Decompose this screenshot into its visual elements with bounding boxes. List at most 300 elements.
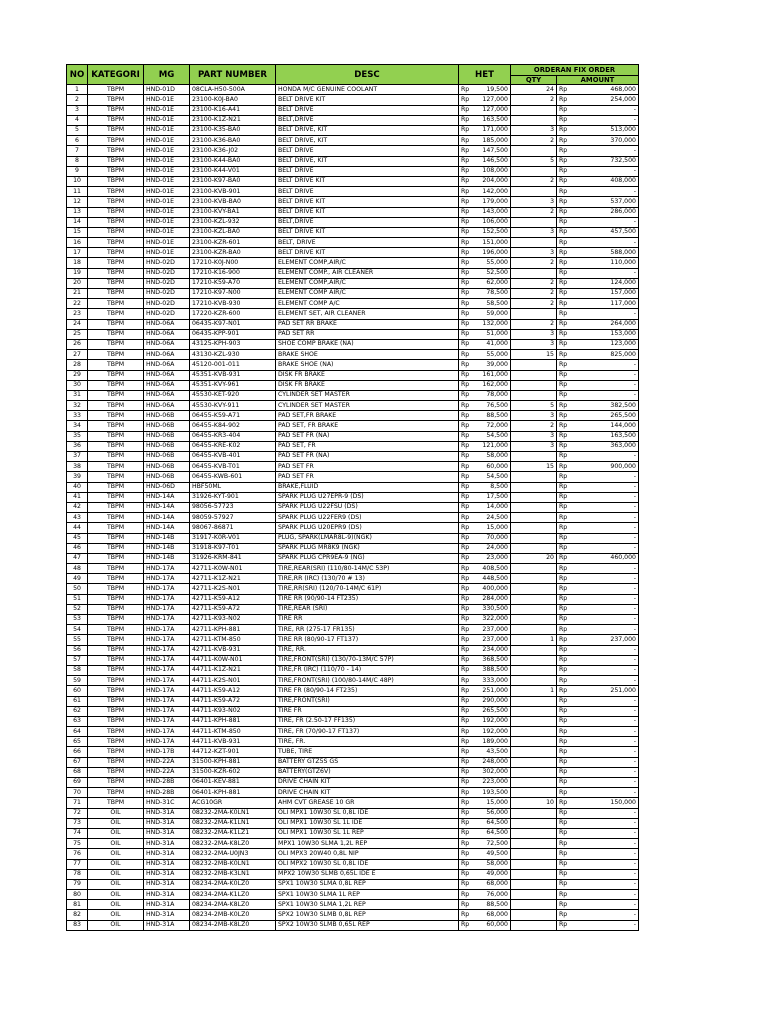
table-row xyxy=(67,533,639,543)
cell-qty xyxy=(511,920,557,930)
cell-amount-value: 900,000 xyxy=(570,462,639,472)
cell-desc: TIRE RR (80/90-17 FT137) xyxy=(276,635,459,645)
cell-amount-value: - xyxy=(570,737,639,747)
cell-mg: HND-31A xyxy=(144,849,190,859)
cell-amount-currency: Rp xyxy=(557,258,570,268)
cell-part-number: 44711-K0W-N01 xyxy=(190,655,276,665)
cell-amount-value: - xyxy=(570,564,639,574)
cell-kategori: OIL xyxy=(88,849,144,859)
cell-mg: HND-06A xyxy=(144,370,190,380)
cell-kategori: TBPM xyxy=(88,95,144,105)
cell-no: 22 xyxy=(67,299,88,309)
table-row xyxy=(67,869,639,879)
cell-het-currency: Rp xyxy=(459,472,472,482)
cell-mg: HND-17A xyxy=(144,655,190,665)
cell-amount-value: - xyxy=(570,859,639,869)
cell-part-number: 06455-KR3-404 xyxy=(190,431,276,441)
cell-qty xyxy=(511,615,557,625)
cell-kategori: TBPM xyxy=(88,370,144,380)
cell-no: 7 xyxy=(67,146,88,156)
cell-amount-value: - xyxy=(570,594,639,604)
table-row xyxy=(67,452,639,462)
cell-mg: HND-17A xyxy=(144,696,190,706)
cell-part-number: 42711-K59-A72 xyxy=(190,604,276,614)
cell-no: 55 xyxy=(67,635,88,645)
table-row xyxy=(67,146,639,156)
cell-amount-currency: Rp xyxy=(557,431,570,441)
cell-mg: HND-17A xyxy=(144,706,190,716)
cell-amount-value: - xyxy=(570,390,639,400)
cell-part-number: 42711-K93-N02 xyxy=(190,615,276,625)
cell-no: 33 xyxy=(67,411,88,421)
cell-no: 80 xyxy=(67,890,88,900)
cell-het-value: 108,000 xyxy=(472,166,511,176)
cell-mg: HND-17A xyxy=(144,584,190,594)
cell-kategori: TBPM xyxy=(88,502,144,512)
cell-part-number: 08232-2MA-K8LZ0 xyxy=(190,839,276,849)
cell-qty xyxy=(511,472,557,482)
cell-het-currency: Rp xyxy=(459,849,472,859)
table-row xyxy=(67,798,639,808)
cell-mg: HND-01E xyxy=(144,238,190,248)
cell-desc: BELT DRIVE, KIT xyxy=(276,156,459,166)
table-row xyxy=(67,808,639,818)
cell-kategori: TBPM xyxy=(88,299,144,309)
cell-desc: TIRE, FR (2.50-17 FF135) xyxy=(276,716,459,726)
cell-qty xyxy=(511,594,557,604)
cell-het-currency: Rp xyxy=(459,105,472,115)
table-row xyxy=(67,676,639,686)
cell-qty xyxy=(511,482,557,492)
table-row xyxy=(67,716,639,726)
cell-het-currency: Rp xyxy=(459,299,472,309)
cell-qty xyxy=(511,665,557,675)
table-row xyxy=(67,615,639,625)
cell-qty: 2 xyxy=(511,319,557,329)
cell-het-currency: Rp xyxy=(459,370,472,380)
cell-qty: 24 xyxy=(511,85,557,95)
cell-mg: HND-01E xyxy=(144,166,190,176)
cell-het-currency: Rp xyxy=(459,339,472,349)
cell-part-number: 42711-K2S-N01 xyxy=(190,584,276,594)
cell-mg: HND-31C xyxy=(144,798,190,808)
cell-mg: HND-01E xyxy=(144,217,190,227)
cell-mg: HND-22A xyxy=(144,757,190,767)
cell-het-value: 59,000 xyxy=(472,309,511,319)
cell-het-currency: Rp xyxy=(459,217,472,227)
cell-no: 78 xyxy=(67,869,88,879)
cell-het-value: 152,500 xyxy=(472,227,511,237)
cell-mg: HND-14A xyxy=(144,502,190,512)
cell-amount-value: - xyxy=(570,808,639,818)
cell-het-currency: Rp xyxy=(459,859,472,869)
cell-desc: SPARK PLUG MR8K9 (NGK) xyxy=(276,543,459,553)
cell-qty xyxy=(511,788,557,798)
table-row xyxy=(67,401,639,411)
cell-het-currency: Rp xyxy=(459,401,472,411)
cell-amount-value: 408,000 xyxy=(570,176,639,186)
cell-amount-value: - xyxy=(570,217,639,227)
cell-mg: HND-06B xyxy=(144,472,190,482)
cell-het-value: 60,000 xyxy=(472,920,511,930)
cell-het-value: 24,000 xyxy=(472,543,511,553)
table-row xyxy=(67,278,639,288)
cell-het-value: 147,500 xyxy=(472,146,511,156)
cell-amount-value: - xyxy=(570,910,639,920)
cell-qty: 2 xyxy=(511,299,557,309)
cell-kategori: TBPM xyxy=(88,574,144,584)
cell-desc: BRAKE,FLUID xyxy=(276,482,459,492)
cell-amount-currency: Rp xyxy=(557,584,570,594)
cell-desc: DISK FR BRAKE xyxy=(276,380,459,390)
table-row xyxy=(67,248,639,258)
cell-part-number: 08CLA-H50-500A xyxy=(190,85,276,95)
cell-part-number: 44711-K93-N02 xyxy=(190,706,276,716)
cell-qty xyxy=(511,859,557,869)
table-row xyxy=(67,299,639,309)
cell-kategori: TBPM xyxy=(88,737,144,747)
cell-amount-currency: Rp xyxy=(557,655,570,665)
cell-qty xyxy=(511,543,557,553)
table-row xyxy=(67,910,639,920)
cell-amount-value: - xyxy=(570,452,639,462)
cell-desc: TUBE, TIRE xyxy=(276,747,459,757)
table-row xyxy=(67,431,639,441)
cell-desc: SPX1 10W30 SLMA 1L REP xyxy=(276,890,459,900)
cell-mg: HND-31A xyxy=(144,808,190,818)
cell-kategori: TBPM xyxy=(88,788,144,798)
cell-amount-value: - xyxy=(570,533,639,543)
cell-no: 64 xyxy=(67,727,88,737)
cell-kategori: TBPM xyxy=(88,686,144,696)
cell-amount-value: - xyxy=(570,818,639,828)
cell-het-currency: Rp xyxy=(459,818,472,828)
cell-het-value: 39,000 xyxy=(472,360,511,370)
cell-het-value: 237,000 xyxy=(472,625,511,635)
cell-mg: HND-17A xyxy=(144,676,190,686)
cell-kategori: OIL xyxy=(88,859,144,869)
cell-desc: BELT DRIVE KIT xyxy=(276,176,459,186)
cell-kategori: TBPM xyxy=(88,716,144,726)
cell-no: 12 xyxy=(67,197,88,207)
cell-het-value: 76,500 xyxy=(472,401,511,411)
cell-part-number: 08232-2MA-K1LZ1 xyxy=(190,828,276,838)
cell-het-currency: Rp xyxy=(459,126,472,136)
cell-amount-currency: Rp xyxy=(557,574,570,584)
cell-het-currency: Rp xyxy=(459,187,472,197)
cell-part-number: ACG10GR xyxy=(190,798,276,808)
cell-amount-value: 237,000 xyxy=(570,635,639,645)
header-desc: DESC xyxy=(276,65,459,85)
cell-het-currency: Rp xyxy=(459,839,472,849)
cell-amount-currency: Rp xyxy=(557,146,570,156)
table-row xyxy=(67,166,639,176)
cell-amount-value: - xyxy=(570,513,639,523)
cell-amount-value: 460,000 xyxy=(570,553,639,563)
cell-mg: HND-01E xyxy=(144,227,190,237)
cell-het-currency: Rp xyxy=(459,920,472,930)
cell-kategori: TBPM xyxy=(88,339,144,349)
table-row xyxy=(67,818,639,828)
cell-mg: HND-31A xyxy=(144,879,190,889)
cell-amount-currency: Rp xyxy=(557,85,570,95)
cell-qty xyxy=(511,360,557,370)
cell-amount-value: - xyxy=(570,788,639,798)
cell-desc: DISK FR BRAKE xyxy=(276,370,459,380)
cell-het-currency: Rp xyxy=(459,289,472,299)
cell-part-number: 06401-KEV-881 xyxy=(190,778,276,788)
cell-amount-currency: Rp xyxy=(557,869,570,879)
cell-amount-currency: Rp xyxy=(557,207,570,217)
table-row xyxy=(67,105,639,115)
cell-amount-currency: Rp xyxy=(557,452,570,462)
cell-amount-currency: Rp xyxy=(557,95,570,105)
cell-kategori: TBPM xyxy=(88,248,144,258)
cell-het-value: 54,500 xyxy=(472,431,511,441)
cell-desc: CYLINDER SET MASTER xyxy=(276,390,459,400)
cell-no: 77 xyxy=(67,859,88,869)
cell-no: 57 xyxy=(67,655,88,665)
cell-part-number: 45120-001-011 xyxy=(190,360,276,370)
cell-het-value: 54,500 xyxy=(472,472,511,482)
cell-no: 48 xyxy=(67,564,88,574)
cell-het-currency: Rp xyxy=(459,115,472,125)
table-row xyxy=(67,268,639,278)
cell-het-currency: Rp xyxy=(459,706,472,716)
cell-amount-currency: Rp xyxy=(557,309,570,319)
cell-no: 41 xyxy=(67,492,88,502)
cell-kategori: TBPM xyxy=(88,482,144,492)
cell-part-number: 31500-KZR-602 xyxy=(190,767,276,777)
table-row xyxy=(67,757,639,767)
cell-het-value: 78,000 xyxy=(472,390,511,400)
cell-part-number: 08232-2MA-U0JN3 xyxy=(190,849,276,859)
cell-mg: HND-01E xyxy=(144,95,190,105)
cell-no: 62 xyxy=(67,706,88,716)
cell-het-value: 78,500 xyxy=(472,289,511,299)
cell-desc: CYLINDER SET MASTER xyxy=(276,401,459,411)
cell-desc: BELT DRIVE KIT xyxy=(276,248,459,258)
cell-qty xyxy=(511,910,557,920)
cell-amount-currency: Rp xyxy=(557,706,570,716)
cell-no: 25 xyxy=(67,329,88,339)
cell-qty xyxy=(511,890,557,900)
cell-het-value: 68,000 xyxy=(472,910,511,920)
cell-het-currency: Rp xyxy=(459,309,472,319)
cell-het-currency: Rp xyxy=(459,747,472,757)
cell-mg: HND-14B xyxy=(144,533,190,543)
cell-amount-currency: Rp xyxy=(557,523,570,533)
cell-no: 60 xyxy=(67,686,88,696)
table-row xyxy=(67,472,639,482)
cell-part-number: 44711-K59-A12 xyxy=(190,686,276,696)
cell-amount-value: 363,000 xyxy=(570,441,639,451)
cell-no: 21 xyxy=(67,289,88,299)
cell-qty: 2 xyxy=(511,258,557,268)
cell-amount-value: - xyxy=(570,716,639,726)
cell-qty xyxy=(511,737,557,747)
cell-amount-value: - xyxy=(570,309,639,319)
cell-mg: HND-17A xyxy=(144,594,190,604)
cell-no: 17 xyxy=(67,248,88,258)
cell-kategori: OIL xyxy=(88,910,144,920)
cell-amount-currency: Rp xyxy=(557,839,570,849)
cell-het-value: 388,500 xyxy=(472,665,511,675)
cell-desc: OLI MPX1 10W30 SL 1L IDE xyxy=(276,818,459,828)
cell-kategori: TBPM xyxy=(88,360,144,370)
cell-desc: ELEMENT COMP,AIR/C xyxy=(276,258,459,268)
cell-het-value: 237,000 xyxy=(472,635,511,645)
cell-qty xyxy=(511,584,557,594)
table-row xyxy=(67,217,639,227)
cell-no: 30 xyxy=(67,380,88,390)
cell-part-number: 06435-K97-N01 xyxy=(190,319,276,329)
cell-desc: BATTERY GTZ5S GS xyxy=(276,757,459,767)
cell-desc: TIRE, RR. xyxy=(276,645,459,655)
table-row xyxy=(67,441,639,451)
cell-mg: HND-17A xyxy=(144,665,190,675)
cell-het-value: 223,000 xyxy=(472,778,511,788)
cell-amount-currency: Rp xyxy=(557,604,570,614)
cell-mg: HND-01E xyxy=(144,105,190,115)
cell-part-number: 44711-KVB-931 xyxy=(190,737,276,747)
cell-amount-value: - xyxy=(570,696,639,706)
cell-amount-value: 144,000 xyxy=(570,421,639,431)
cell-het-currency: Rp xyxy=(459,737,472,747)
table-row xyxy=(67,859,639,869)
cell-het-value: 400,000 xyxy=(472,584,511,594)
cell-kategori: TBPM xyxy=(88,401,144,411)
cell-het-value: 290,000 xyxy=(472,696,511,706)
cell-het-value: 19,500 xyxy=(472,85,511,95)
cell-amount-value: - xyxy=(570,105,639,115)
cell-het-value: 448,500 xyxy=(472,574,511,584)
cell-mg: HND-02D xyxy=(144,299,190,309)
table-row xyxy=(67,900,639,910)
cell-qty xyxy=(511,778,557,788)
header-kategori: KATEGORI xyxy=(88,65,144,85)
cell-het-value: 106,000 xyxy=(472,217,511,227)
cell-het-value: 76,000 xyxy=(472,890,511,900)
cell-mg: HND-01D xyxy=(144,85,190,95)
cell-qty xyxy=(511,502,557,512)
cell-amount-currency: Rp xyxy=(557,289,570,299)
cell-kategori: TBPM xyxy=(88,115,144,125)
table-row xyxy=(67,380,639,390)
cell-desc: MPX1 10W30 SLMA 1,2L REP xyxy=(276,839,459,849)
cell-desc: PAD SET, FR xyxy=(276,441,459,451)
cell-desc: ELEMENT COMP., AIR CLEANER xyxy=(276,268,459,278)
table-row xyxy=(67,737,639,747)
cell-desc: PAD SET RR BRAKE xyxy=(276,319,459,329)
cell-no: 10 xyxy=(67,176,88,186)
cell-part-number: 08234-2MA-K0LZ0 xyxy=(190,879,276,889)
cell-kategori: TBPM xyxy=(88,176,144,186)
cell-het-value: 322,000 xyxy=(472,615,511,625)
cell-mg: HND-22A xyxy=(144,767,190,777)
cell-desc: SPX1 10W30 SLMA 0,8L REP xyxy=(276,879,459,889)
cell-kategori: TBPM xyxy=(88,217,144,227)
cell-qty xyxy=(511,187,557,197)
cell-qty: 3 xyxy=(511,441,557,451)
cell-qty: 3 xyxy=(511,248,557,258)
cell-kategori: TBPM xyxy=(88,350,144,360)
cell-desc: PAD SET FR (NA) xyxy=(276,431,459,441)
cell-part-number: 06455-KVB-401 xyxy=(190,452,276,462)
cell-qty xyxy=(511,767,557,777)
cell-amount-currency: Rp xyxy=(557,502,570,512)
cell-amount-value: 457,500 xyxy=(570,227,639,237)
cell-amount-value: - xyxy=(570,645,639,655)
cell-mg: HND-06B xyxy=(144,452,190,462)
cell-amount-currency: Rp xyxy=(557,339,570,349)
cell-qty: 1 xyxy=(511,686,557,696)
cell-kategori: TBPM xyxy=(88,757,144,767)
cell-desc: TIRE FR xyxy=(276,706,459,716)
cell-desc: BELT DRIVE xyxy=(276,187,459,197)
cell-het-currency: Rp xyxy=(459,635,472,645)
cell-mg: HND-17A xyxy=(144,686,190,696)
cell-qty xyxy=(511,146,557,156)
cell-amount-value: - xyxy=(570,380,639,390)
header-amount: AMOUNT xyxy=(557,76,639,85)
cell-kategori: TBPM xyxy=(88,615,144,625)
cell-amount-value: - xyxy=(570,665,639,675)
cell-kategori: TBPM xyxy=(88,778,144,788)
cell-kategori: TBPM xyxy=(88,146,144,156)
table-body xyxy=(67,85,639,931)
cell-no: 54 xyxy=(67,625,88,635)
cell-het-value: 161,000 xyxy=(472,370,511,380)
cell-het-value: 171,000 xyxy=(472,126,511,136)
cell-qty xyxy=(511,625,557,635)
cell-amount-currency: Rp xyxy=(557,513,570,523)
cell-amount-value: - xyxy=(570,727,639,737)
cell-kategori: TBPM xyxy=(88,462,144,472)
cell-no: 9 xyxy=(67,166,88,176)
cell-amount-currency: Rp xyxy=(557,727,570,737)
cell-part-number: 08232-2MB-K3LN1 xyxy=(190,869,276,879)
cell-part-number: 08234-2MA-K8LZ0 xyxy=(190,900,276,910)
cell-kategori: TBPM xyxy=(88,513,144,523)
cell-amount-value: - xyxy=(570,604,639,614)
cell-no: 61 xyxy=(67,696,88,706)
table-row xyxy=(67,706,639,716)
cell-desc: BELT, DRIVE xyxy=(276,238,459,248)
cell-mg: HND-06A xyxy=(144,401,190,411)
cell-het-value: 192,000 xyxy=(472,716,511,726)
cell-het-value: 193,500 xyxy=(472,788,511,798)
cell-part-number: 08232-2MB-K0LN1 xyxy=(190,859,276,869)
cell-amount-currency: Rp xyxy=(557,370,570,380)
cell-desc: ELEMENT COMP A/C xyxy=(276,299,459,309)
cell-mg: HND-31A xyxy=(144,900,190,910)
cell-kategori: TBPM xyxy=(88,166,144,176)
cell-part-number: 98056-57723 xyxy=(190,502,276,512)
cell-part-number: 06455-K84-902 xyxy=(190,421,276,431)
cell-het-value: 58,500 xyxy=(472,299,511,309)
cell-no: 19 xyxy=(67,268,88,278)
table-row xyxy=(67,879,639,889)
cell-het-currency: Rp xyxy=(459,828,472,838)
cell-het-value: 284,000 xyxy=(472,594,511,604)
cell-desc: BATTERY(GTZ6V) xyxy=(276,767,459,777)
cell-het-currency: Rp xyxy=(459,727,472,737)
cell-amount-value: - xyxy=(570,655,639,665)
cell-amount-currency: Rp xyxy=(557,686,570,696)
cell-amount-currency: Rp xyxy=(557,635,570,645)
cell-qty: 2 xyxy=(511,207,557,217)
